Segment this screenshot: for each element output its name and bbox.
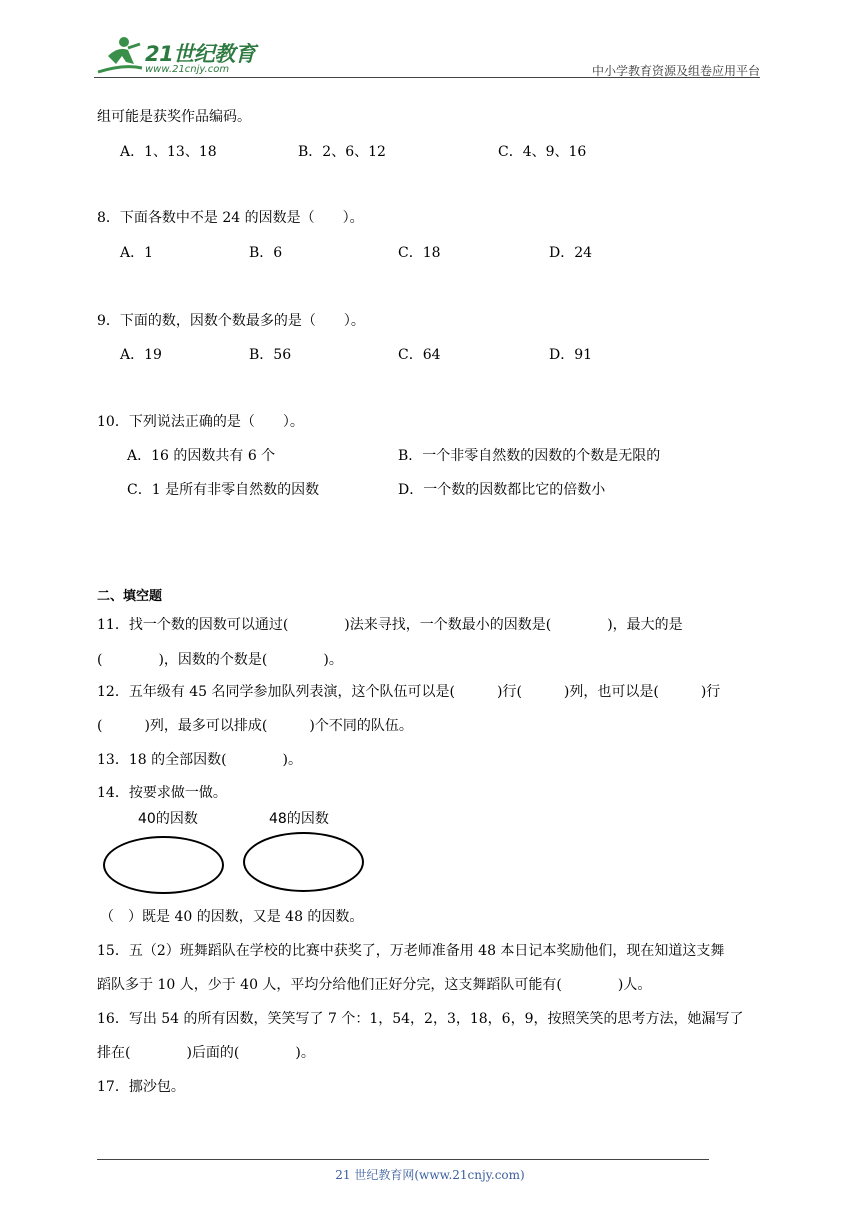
q10-option-b: B．一个非零自然数的因数的个数是无限的 [398,448,661,464]
footer-link[interactable]: 21 世纪教育网(www.21cnjy.com) [335,1168,525,1182]
logo-url: www.21cnjy.com [145,64,230,75]
q7-tail: 组可能是获奖作品编码。 [97,109,251,125]
ellipse-factors-48 [243,832,364,892]
ellipse-factors-40 [103,836,224,894]
q8-option-d: D．24 [549,245,593,261]
q7-option-b: B．2、6、12 [298,144,386,160]
section-title: 二、填空题 [97,589,163,604]
q8-option-a: A．1 [120,245,154,261]
q8-option-c: C．18 [398,245,441,261]
q14-answer: （ ）既是 40 的因数，又是 48 的因数。 [100,909,364,925]
q12-line1: 12．五年级有 45 名同学参加队列表演，这个队伍可以是( )行( )列，也可以是( )行 [97,684,721,700]
q11-line1: 11．找一个数的因数可以通过( )法来寻找，一个数最小的因数是( )，最大的是 [97,617,683,633]
q15-line2: 蹈队多于 10 人，少于 40 人，平均分给他们正好分完，这支舞蹈队可能有( )人。 [97,977,652,993]
q9-stem: 9．下面的数，因数个数最多的是（ ）。 [97,313,365,329]
q7-option-a: A．1、13、18 [120,144,217,160]
q10-option-c: C．1 是所有非零自然数的因数 [127,482,320,498]
q9-option-d: D．91 [549,347,593,363]
header-divider [94,77,760,78]
q14-stem: 14．按要求做一做。 [97,785,227,801]
q8-stem: 8．下面各数中不是 24 的因数是（ ）。 [97,210,364,226]
q12-line2: ( )列，最多可以排成( )个不同的队伍。 [97,718,413,734]
q10-option-a: A．16 的因数共有 6 个 [127,448,276,464]
q9-option-a: A．19 [120,347,162,363]
q15-line1: 15．五（2）班舞蹈队在学校的比赛中获奖了，万老师准备用 48 本日记本奖励他们，现在知道这支舞 [97,943,725,959]
q16-line1: 16．写出 54 的所有因数，笑笑写了 7 个：1，54，2，3，18，6，9，按照笑笑的思考方法，她漏写了 [97,1011,744,1027]
q17-stem: 17．挪沙包。 [97,1079,185,1095]
q11-line2: ( )，因数的个数是( )。 [97,652,343,668]
header-platform-text: 中小学教育资源及组卷应用平台 [591,64,760,78]
q10-stem: 10．下列说法正确的是（ ）。 [97,414,304,430]
q16-line2: 排在( )后面的( )。 [97,1045,315,1061]
q9-option-c: C．64 [398,347,441,363]
q13-text: 13．18 的全部因数( )。 [97,752,303,768]
q10-option-d: D．一个数的因数都比它的倍数小 [398,482,606,498]
q8-option-b: B．6 [249,245,283,261]
q14-label-48: 48的因数 [269,811,329,827]
q9-option-b: B．56 [249,347,292,363]
q7-option-c: C．4、9、16 [498,144,587,160]
footer-divider [97,1159,709,1160]
logo-text: 21世纪教育 [145,42,256,66]
q14-label-40: 40的因数 [138,811,198,827]
